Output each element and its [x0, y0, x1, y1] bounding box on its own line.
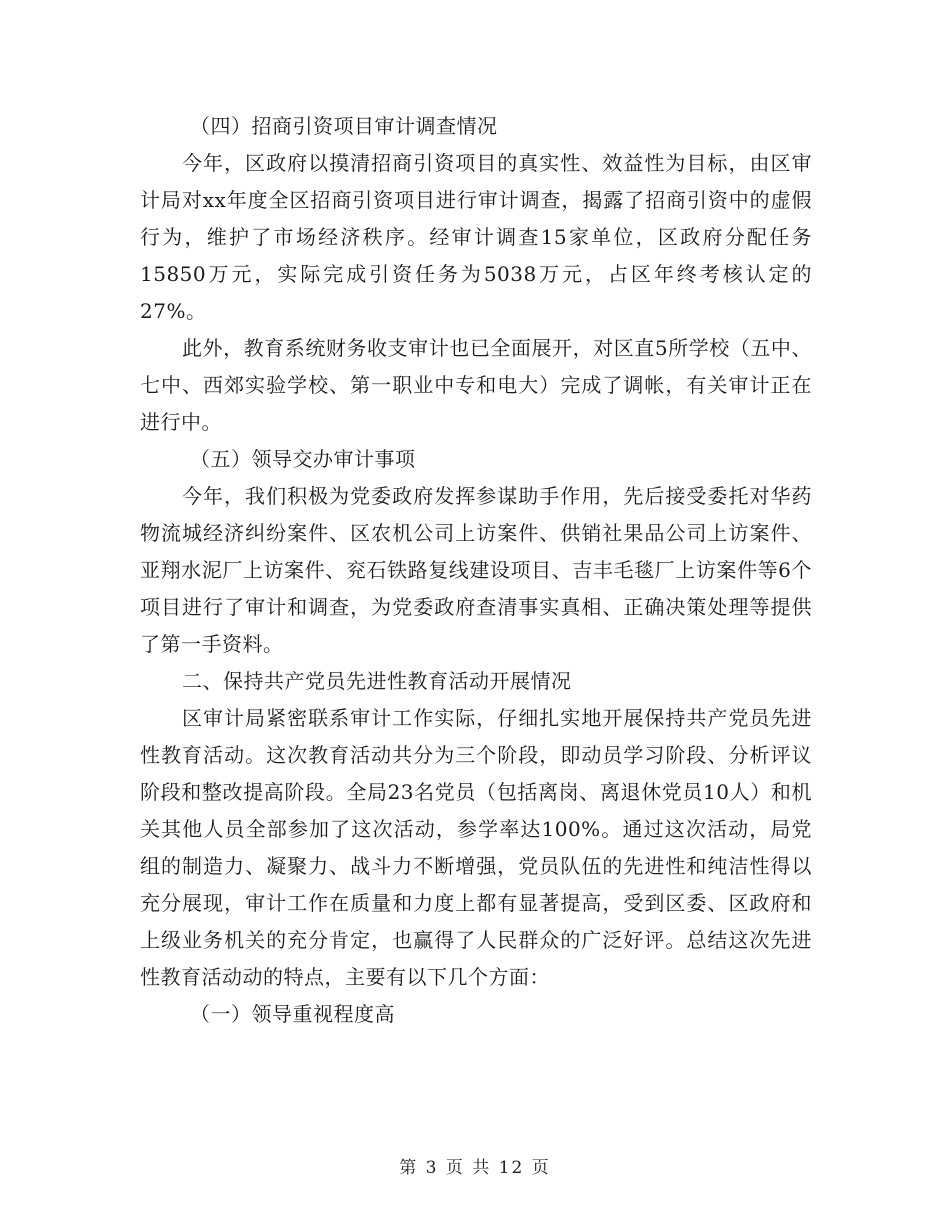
section-heading-leadership-attention: （一）领导重视程度高	[190, 1002, 395, 1026]
paragraph-leadership-tasks: 今年，我们积极为党委政府发挥参谋助手作用，先后接受委托对华药物流城经济纠纷案件、区农机公司上访案件、供销社果品公司上访案件、亚翔水泥厂上访案件、兖石铁路复线建设项目、吉丰毛毯厂上访案件等6个项目进行了审计和调查，为党委政府查清事实真相、正确决策处理等提供了第一手资料。	[140, 484, 812, 656]
document-body	[140, 108, 812, 1033]
section-heading-party-education: 二、保持共产党员先进性教育活动开展情况	[182, 669, 572, 693]
section-heading-investment-audit: （四）招商引资项目审计调查情况	[190, 114, 498, 138]
paragraph-party-education: 区审计局紧密联系审计工作实际，仔细扎实地开展保持共产党员先进性教育活动。这次教育活动共分为三个阶段，即动员学习阶段、分析评议阶段和整改提高阶段。全局23名党员（包括离岗、离退休党员10人）和机关其他人员全部参加了这次活动，参学率达100%。通过这次活动，局党组的制造力、凝聚力、战斗力不断增强，党员队伍的先进性和纯洁性得以充分展现，审计工作在质量和力度上都有显著提高，受到区委、区政府和上级业务机关的充分肯定，也赢得了人民群众的广泛好评。总结这次先进性教育活动动的特点，主要有以下几个方面：	[140, 706, 812, 989]
section-heading-leadership-tasks: （五）领导交办审计事项	[190, 447, 416, 471]
page-number-footer: 第 3 页 共 12 页	[399, 1158, 551, 1178]
paragraph-education-audit: 此外，教育系统财务收支审计也已全面展开，对区直5所学校（五中、七中、西郊实验学校、第一职业中专和电大）完成了调帐，有关审计正在进行中。	[140, 336, 812, 434]
paragraph-investment-audit: 今年，区政府以摸清招商引资项目的真实性、效益性为目标，由区审计局对xx年度全区招商引资项目进行审计调查，揭露了招商引资中的虚假行为，维护了市场经济秩序。经审计调查15家单位，区政府分配任务15850万元，实际完成引资任务为5038万元，占区年终考核认定的27%。	[140, 151, 812, 323]
